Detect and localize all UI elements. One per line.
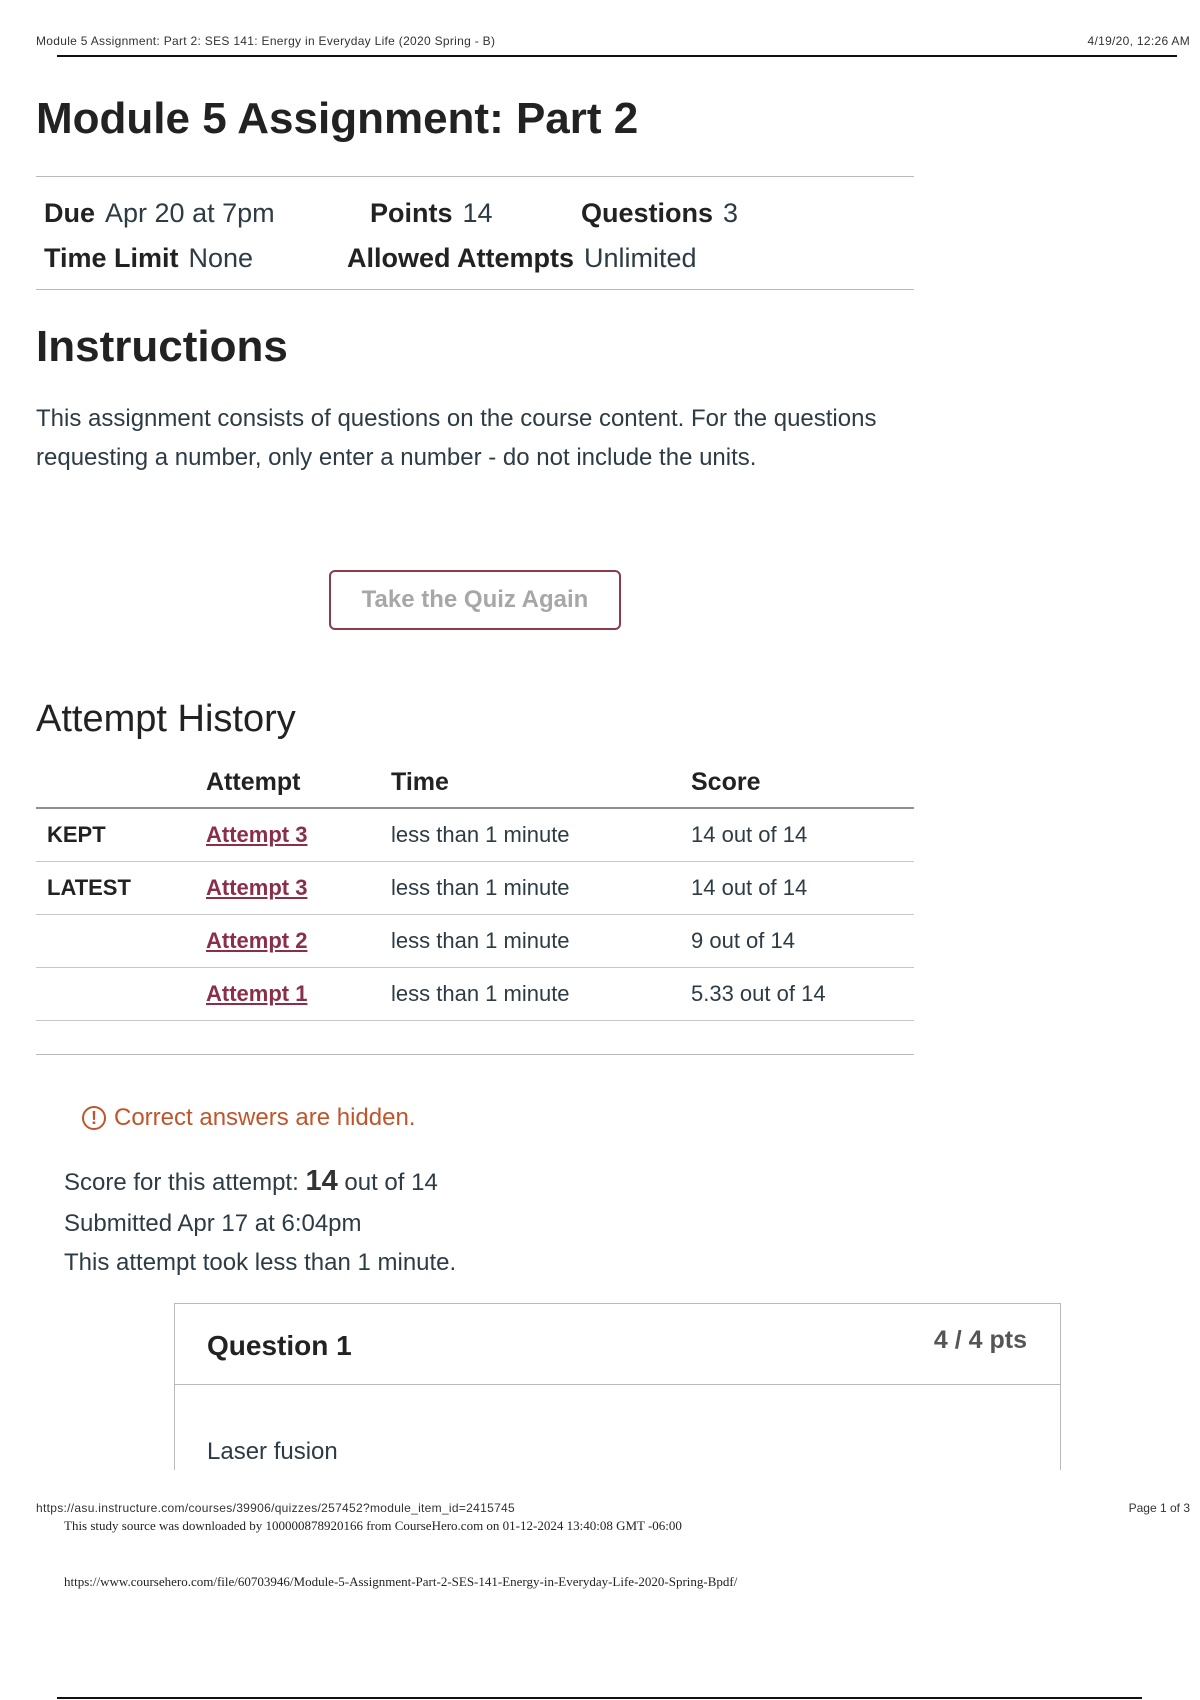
attempt-tag (36, 915, 206, 968)
time-limit-value: None (188, 243, 254, 273)
footer-divider (57, 1697, 1142, 1699)
page-title: Module 5 Assignment: Part 2 (36, 94, 639, 143)
col-header-tag (36, 757, 206, 808)
attempt-link[interactable]: Attempt 1 (206, 981, 308, 1006)
attempt-history-table (36, 757, 914, 1021)
question-title: Question 1 (207, 1330, 352, 1361)
allowed-attempts-label: Allowed Attempts (347, 243, 575, 273)
col-header-time: Time (391, 757, 691, 808)
attempt-duration: This attempt took less than 1 minute. (64, 1249, 457, 1276)
attempt-score-summary (64, 1165, 438, 1198)
questions-value: 3 (723, 198, 739, 228)
attempt-tag (36, 968, 206, 1021)
source-notice: This study source was downloaded by 100000878920166 from CourseHero.com on 01-12-2024 13:40:08 GMT -06:00 (64, 1518, 682, 1533)
attempt-time: less than 1 minute (391, 808, 691, 862)
submitted-time: Submitted Apr 17 at 6:04pm (64, 1210, 362, 1237)
allowed-attempts-value: Unlimited (584, 243, 697, 273)
due-label: Due (44, 198, 96, 228)
attempt-link[interactable]: Attempt 3 (206, 822, 308, 847)
print-header (36, 34, 1190, 48)
hidden-answers-text: Correct answers are hidden. (114, 1104, 416, 1131)
question-text: Laser fusion (207, 1438, 338, 1465)
score-suffix: out of 14 (344, 1169, 438, 1196)
time-limit-label: Time Limit (44, 243, 179, 273)
attempt-history-heading: Attempt History (36, 698, 296, 740)
attempts-bottom-divider (36, 1054, 914, 1055)
source-url: https://www.coursehero.com/file/60703946/Module-5-Assignment-Part-2-SES-141-Energy-in-Everyday-Life-2020-Spring-Bpdf/ (64, 1574, 738, 1589)
points-value: 14 (462, 198, 493, 228)
meta-top-divider (36, 176, 914, 177)
print-header-datetime: 4/19/20, 12:26 AM (1087, 34, 1190, 48)
attempt-score: 14 out of 14 (691, 862, 914, 915)
due-meta (44, 198, 275, 229)
meta-bottom-divider (36, 289, 914, 290)
attempt-link[interactable]: Attempt 2 (206, 928, 308, 953)
attempt-time: less than 1 minute (391, 968, 691, 1021)
attempt-score: 14 out of 14 (691, 808, 914, 862)
question-points: 4 / 4 pts (933, 1326, 1027, 1354)
take-quiz-again-button[interactable]: Take the Quiz Again (329, 570, 621, 630)
attempt-history-header-row (36, 757, 914, 808)
time-limit-meta (44, 243, 253, 274)
attempt-tag: LATEST (36, 862, 206, 915)
score-prefix: Score for this attempt: (64, 1169, 299, 1196)
score-value: 14 (305, 1165, 338, 1197)
points-label: Points (370, 198, 453, 228)
attempt-time: less than 1 minute (391, 862, 691, 915)
footer-url: https://asu.instructure.com/courses/39906/quizzes/257452?module_item_id=2415745 (36, 1501, 515, 1515)
questions-meta (581, 198, 738, 229)
attempt-score: 9 out of 14 (691, 915, 914, 968)
header-divider (57, 55, 1177, 57)
attempt-time: less than 1 minute (391, 915, 691, 968)
question-card (174, 1303, 1061, 1470)
points-meta (370, 198, 493, 229)
attempt-score: 5.33 out of 14 (691, 968, 914, 1021)
attempt-row (36, 968, 914, 1021)
hidden-answers-notice (82, 1104, 415, 1132)
questions-label: Questions (581, 198, 714, 228)
question-header (175, 1304, 1060, 1385)
col-header-score: Score (691, 757, 914, 808)
due-value: Apr 20 at 7pm (105, 198, 275, 228)
instructions-text: This assignment consists of questions on the course content. For the questions requesting a number, only enter a number - do not include the units. (36, 405, 877, 471)
allowed-attempts-meta (347, 243, 697, 274)
footer-page-number: Page 1 of 3 (1128, 1501, 1190, 1515)
attempt-tag: KEPT (36, 808, 206, 862)
print-header-title: Module 5 Assignment: Part 2: SES 141: Energy in Everyday Life (2020 Spring - B) (36, 34, 496, 48)
attempt-row (36, 808, 914, 862)
attempt-link[interactable]: Attempt 3 (206, 875, 308, 900)
col-header-attempt: Attempt (206, 757, 391, 808)
attempt-row (36, 915, 914, 968)
instructions-heading: Instructions (36, 322, 288, 371)
alert-circle-icon: ! (82, 1106, 106, 1130)
attempt-row (36, 862, 914, 915)
